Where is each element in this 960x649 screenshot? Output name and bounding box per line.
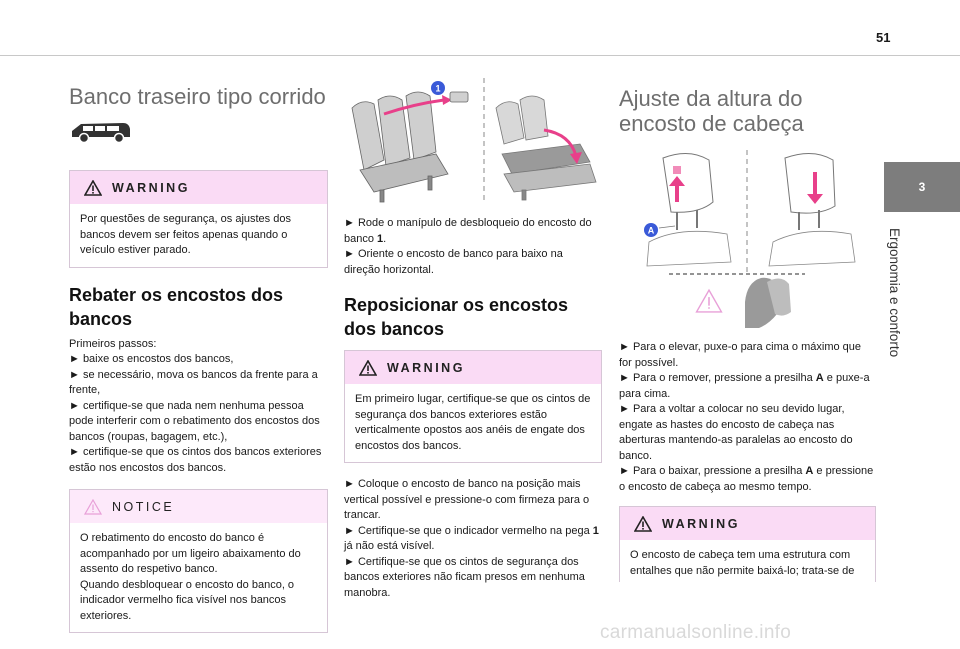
warning-header [345, 351, 601, 384]
step-line: ► Rode o manípulo de desbloqueio do encosto do banco 1. [344, 217, 592, 245]
warning-text: Em primeiro lugar, certifique-se que os cintos de segurança dos bancos exteriores estão verticalmente opostos aos anéis de engate dos encostos dos bancos. [355, 393, 591, 452]
warning-header [620, 507, 875, 540]
chapter-title: Ergonomia e conforto [887, 228, 902, 358]
fold-instructions [69, 337, 327, 477]
figure-marker-1: 1 [435, 83, 441, 94]
instruction-line: ► certifique-se que nada nem nenhuma pessoa pode interferir com o rebatimento dos encostos dos bancos (roupas, bagagem, etc.), [69, 399, 320, 443]
heading-reposition-backrests: Reposicionar os encostos dos bancos [344, 295, 569, 339]
warning-title: WARNING [112, 180, 190, 195]
step-line: ► Coloque o encosto de banco na posição mais vertical possível e pressione-o com firmeza para o trancar. [344, 478, 590, 521]
step-line: ► Para o baixar, pressione a presilha A e pressione o encosto de cabeça ao mesmo tempo. [619, 465, 874, 493]
warning-triangle-icon [634, 516, 652, 532]
column-2 [344, 78, 602, 601]
instruction-line: ► baixe os encostos dos bancos, [69, 353, 234, 365]
warning-box-safety [69, 170, 328, 268]
step-line: ► Certifique-se que os cintos de segurança dos bancos exteriores não ficam presos em nenhuma manobra. [344, 555, 585, 599]
step-line: ► Oriente o encosto de banco para baixo na direção horizontal. [344, 248, 563, 276]
instruction-line: Primeiros passos: [69, 337, 157, 350]
step-line: ► Para a voltar a colocar no seu devido lugar, engate as hastes do encosto de cabeça nas aberturas mantendo-as paralelas ao encosto do banco. [619, 403, 853, 462]
seat-fold-illustration [344, 78, 602, 203]
warning-title: WARNING [387, 360, 465, 375]
warning-triangle-icon [359, 360, 377, 376]
chapter-tab[interactable]: 3 [884, 162, 960, 212]
notice-paragraph: Quando desbloquear o encosto do banco, o indicador vermelho fica visível nos bancos exteriores. [80, 578, 295, 622]
step-line: ► Para o remover, pressione a presilha A e puxe-a para cima. [619, 372, 870, 400]
heading-fold-backrests: Rebater os encostos dos bancos [69, 284, 284, 329]
section-title-headrest: Ajuste da altura do encosto de cabeça [619, 86, 804, 136]
notice-paragraph: O rebatimento do encosto do banco é acompanhado por um ligeiro abaixamento do assento do respetivo banco. [80, 532, 301, 575]
step-line: ► Certifique-se que o indicador vermelho na pega 1 já não está visível. [344, 524, 599, 552]
section-title-bench-seat: Banco traseiro tipo corrido [69, 84, 326, 109]
warning-title: WARNING [662, 516, 740, 531]
fold-steps [344, 216, 600, 278]
warning-header [70, 171, 327, 204]
headrest-warning-icon [697, 290, 722, 312]
instruction-line: ► se necessário, mova os bancos da frente para a frente, [69, 368, 318, 396]
step-line: ► Para o elevar, puxe-o para cima o máximo que for possível. [619, 341, 862, 369]
warning-box-headrest [619, 506, 876, 582]
page-number: 51 [876, 30, 891, 45]
warning-box-belts [344, 350, 602, 463]
header-divider [0, 55, 960, 56]
warning-text: O encosto de cabeça tem uma estrutura com entalhes que não permite baixá-lo; trata-se de [630, 549, 855, 577]
notice-title: NOTICE [112, 499, 175, 514]
headrest-steps [619, 340, 875, 495]
notice-header [70, 490, 327, 523]
van-icon [69, 119, 133, 145]
column-1 [69, 84, 331, 633]
reposition-steps [344, 477, 600, 601]
headrest-illustration [619, 142, 869, 332]
notice-triangle-icon [84, 499, 102, 515]
notice-box [69, 489, 328, 633]
warning-triangle-icon [84, 180, 102, 196]
watermark: carmanualsonline.info [600, 622, 792, 643]
warning-text: Por questões de segurança, os ajustes dos bancos devem ser feitos apenas quando o veículo estiver parado. [80, 213, 291, 256]
figure-marker-a: A [647, 225, 655, 236]
instruction-line: ► certifique-se que os cintos dos bancos exteriores estão nos encostos dos bancos. [69, 446, 322, 474]
column-3 [619, 86, 877, 582]
